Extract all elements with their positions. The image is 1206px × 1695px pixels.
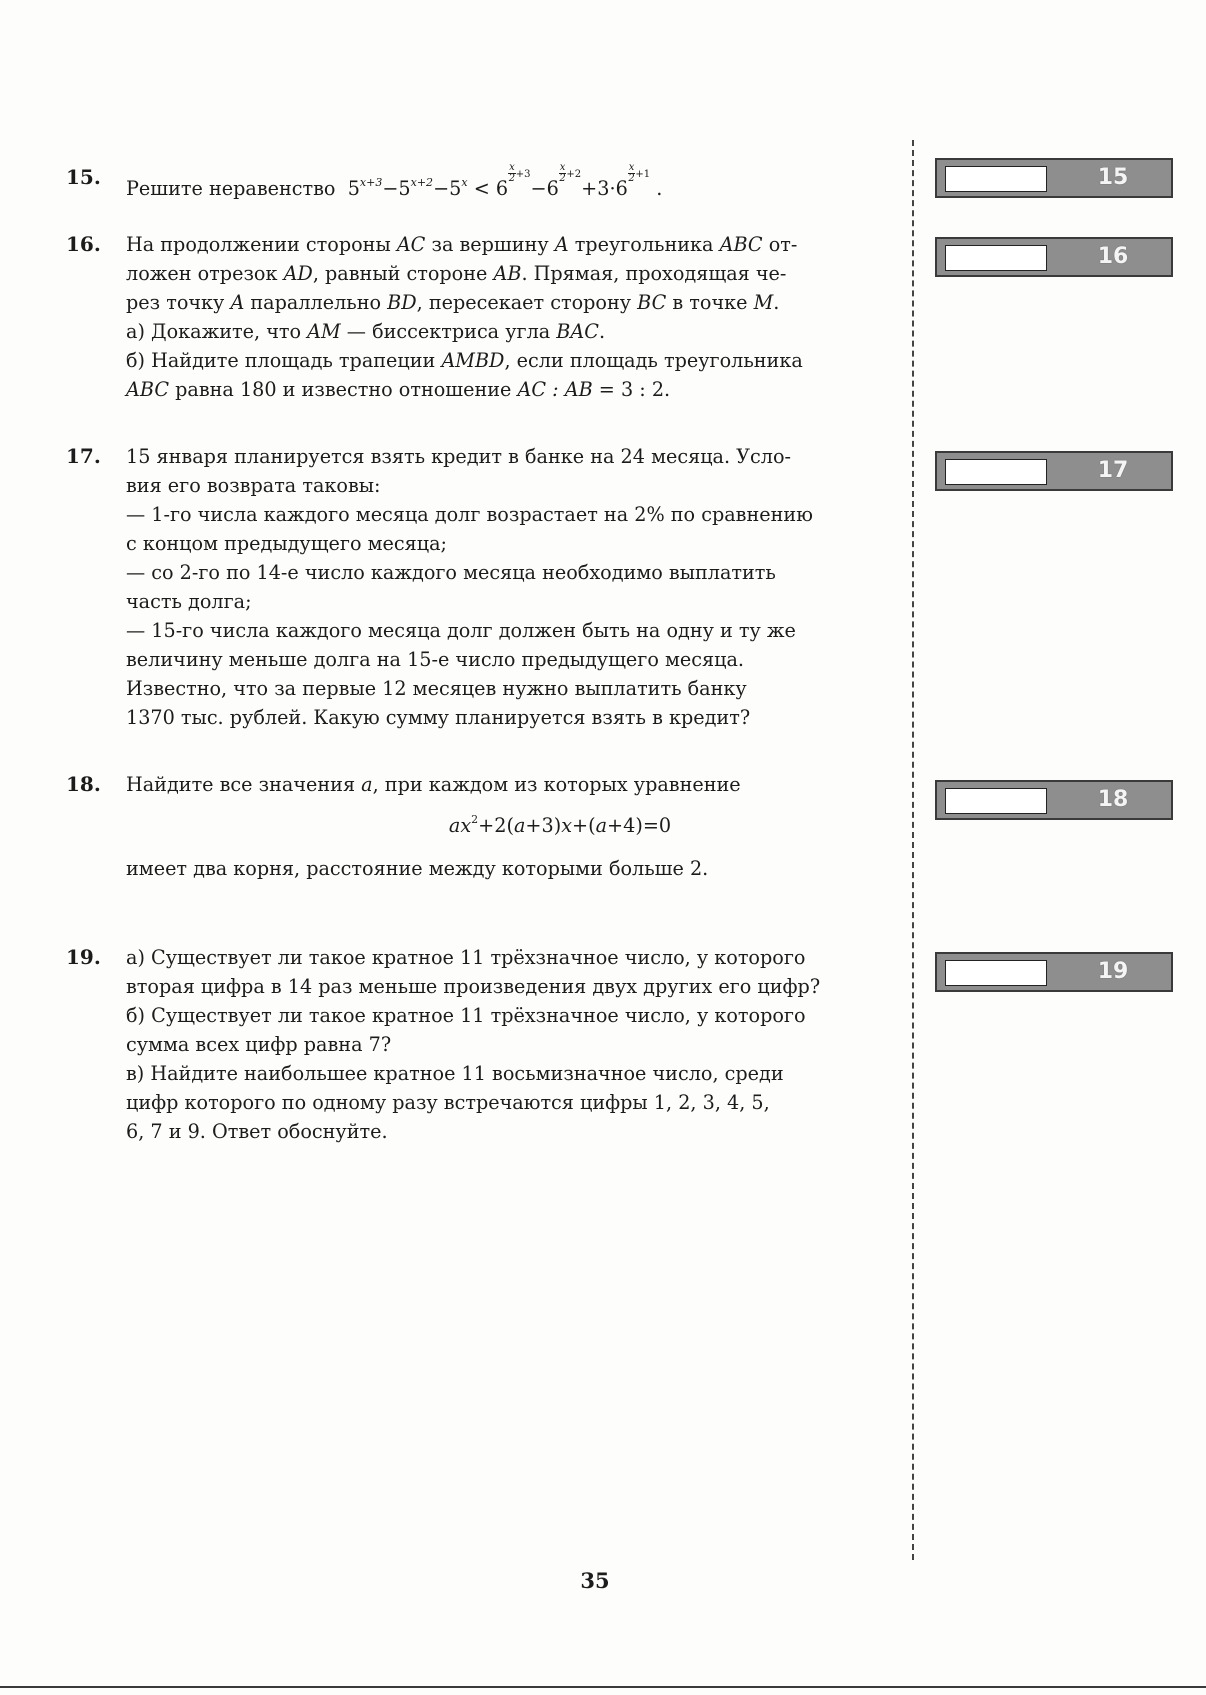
- cut-line-divider: [912, 140, 914, 1560]
- text-line: 6, 7 и 9. Ответ обоснуйте.: [126, 1120, 388, 1143]
- exponent: 2: [471, 813, 479, 826]
- text-line: — 1-го числа каждого месяца долг возрастает на 2% по сравнению: [126, 503, 813, 526]
- answer-field[interactable]: [945, 960, 1047, 986]
- answer-box-19: [935, 952, 1173, 992]
- answer-field[interactable]: [945, 788, 1047, 814]
- operator: +3·: [581, 177, 616, 200]
- answer-box-16: [935, 237, 1173, 277]
- text-line: сумма всех цифр равна 7?: [126, 1033, 392, 1056]
- text-line: На продолжении стороны AC за вершину A треугольника ABC от-: [126, 233, 798, 256]
- text-line: Найдите все значения a, при каждом из которых уравнение: [126, 773, 741, 796]
- numerator: x: [559, 162, 566, 173]
- numerator: x: [628, 162, 635, 173]
- relation: <: [473, 177, 490, 200]
- base: 5: [347, 177, 360, 200]
- text-line: 1370 тыс. рублей. Какую сумму планируется взять в кредит?: [126, 706, 751, 729]
- text-line: вия его возврата таковы:: [126, 474, 381, 497]
- text-line: ложен отрезок AD, равный стороне AB. Прямая, проходящая че-: [126, 262, 787, 285]
- exponent: x+2: [410, 176, 434, 189]
- base: 6: [495, 177, 509, 200]
- text-line: 15 января планируется взять кредит в банке на 24 месяца. Усло-: [126, 445, 792, 468]
- text-line: цифр которого по одному разу встречаются цифры 1, 2, 3, 4, 5,: [126, 1091, 770, 1114]
- text-line: б) Существует ли такое кратное 11 трёхзначное число, у которого: [126, 1004, 806, 1027]
- inequality-formula: [347, 162, 663, 200]
- task-text: [126, 230, 954, 404]
- sub-question-b: б) Найдите площадь трапеции AMBD, если площадь треугольника: [126, 349, 803, 372]
- answer-box-label: 16: [1097, 244, 1129, 269]
- text-line: а) Существует ли такое кратное 11 трёхзначное число, у которого: [126, 946, 806, 969]
- page-number: 35: [580, 1568, 610, 1593]
- scan-edge-line: [0, 1686, 1206, 1688]
- task-number: 15.: [66, 165, 101, 189]
- operator: −: [530, 177, 547, 200]
- text-line: в) Найдите наибольшее кратное 11 восьмизначное число, среди: [126, 1062, 784, 1085]
- text-line: — 15-го числа каждого месяца долг должен быть на одну и ту же: [126, 619, 796, 642]
- text-line: Известно, что за первые 12 месяцев нужно выплатить банку: [126, 677, 747, 700]
- task-number: 17.: [66, 444, 101, 468]
- text-line: часть долга;: [126, 590, 252, 613]
- answer-box-17: [935, 451, 1173, 491]
- text-line: рез точку A параллельно BD, пересекает сторону BC в точке M.: [126, 291, 780, 314]
- task-number: 16.: [66, 232, 101, 256]
- denominator: 2: [628, 173, 635, 184]
- text-line: имеет два корня, расстояние между которыми больше 2.: [126, 857, 709, 880]
- exponent-tail: +1: [635, 169, 651, 180]
- exponent: x: [461, 176, 468, 189]
- answer-box-15: [935, 158, 1173, 198]
- base: 5: [449, 177, 462, 200]
- text-line: с концом предыдущего месяца;: [126, 532, 447, 555]
- exponent: x+3: [359, 176, 383, 189]
- fraction-exponent: [508, 163, 516, 184]
- text-line: величину меньше долга на 15-е число предыдущего месяца.: [126, 648, 745, 671]
- base: 6: [615, 177, 628, 200]
- answer-field[interactable]: [945, 245, 1047, 271]
- text-line: — со 2-го по 14-е число каждого месяца необходимо выплатить: [126, 561, 776, 584]
- operator: −: [433, 177, 450, 200]
- numerator: x: [509, 162, 515, 173]
- denominator: 2: [508, 173, 516, 184]
- task-number: 19.: [66, 945, 101, 969]
- sub-question-a: а) Докажите, что AM — биссектриса угла BAC.: [126, 320, 606, 343]
- base: 6: [546, 177, 559, 200]
- task-text: [126, 442, 954, 732]
- answer-box-label: 19: [1097, 959, 1129, 984]
- answer-box-label: 15: [1097, 165, 1129, 190]
- task-number: 18.: [66, 772, 101, 796]
- task-text: [126, 943, 954, 1146]
- denominator: 2: [559, 173, 566, 184]
- answer-box-18: [935, 780, 1173, 820]
- answer-field[interactable]: [945, 459, 1047, 485]
- answer-box-label: 18: [1097, 787, 1129, 812]
- answer-box-label: 17: [1097, 458, 1129, 483]
- answer-field[interactable]: [945, 166, 1047, 192]
- period: .: [656, 177, 663, 200]
- task-text: [126, 163, 954, 203]
- text-line: ABC равна 180 и известно отношение AC : AB = 3 : 2.: [126, 378, 671, 401]
- equation-formula: $ax^2+2(a+3)x+(a+4)=0$: [448, 813, 672, 837]
- operator: −: [382, 177, 399, 200]
- task-intro: Решите неравенство: [126, 177, 336, 200]
- text-line: вторая цифра в 14 раз меньше произведения двух других его цифр?: [126, 975, 821, 998]
- base: 5: [398, 177, 411, 200]
- exponent-tail: +3: [515, 169, 531, 180]
- task-text: [126, 770, 954, 883]
- exponent-tail: +2: [566, 169, 582, 180]
